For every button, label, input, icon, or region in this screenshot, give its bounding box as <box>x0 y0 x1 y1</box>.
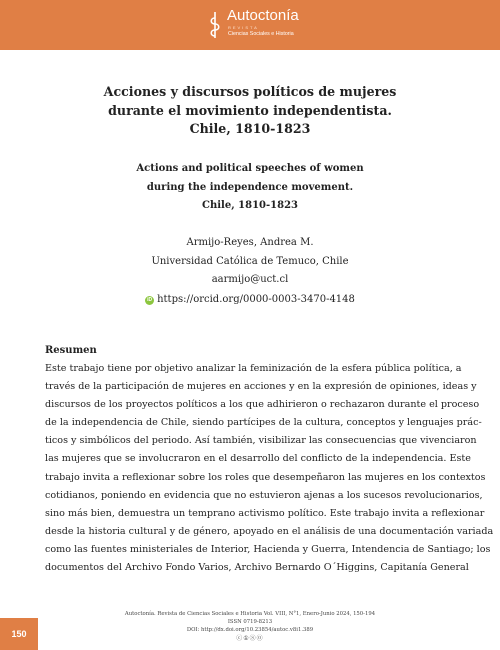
abstract-line: de la independencia de Chile, siendo partícipes de la cultura, conceptos y lenguajes prác- <box>45 417 482 429</box>
journal-header-band <box>0 0 500 50</box>
author-affiliation: Universidad Católica de Temuco, Chile <box>151 255 349 267</box>
page-number: 150 <box>11 629 27 639</box>
orcid-icon: iD <box>147 296 153 303</box>
orcid-line <box>145 291 355 310</box>
author-name: Armijo-Reyes, Andrea M. <box>186 237 314 248</box>
journal-logo <box>207 7 347 43</box>
creative-commons-license-icon: ⓒ①Ⓢ⓪ <box>236 634 264 642</box>
footer-doi[interactable]: DOI: http://dx.doi.org/10.23854/autoc.v8i1.389 <box>186 627 314 634</box>
journal-logo-icon <box>207 10 223 40</box>
page-footer <box>0 610 500 643</box>
abstract-line: discursos de los proyectos políticos a los que adhirieron o rechazaron durante el proceso <box>45 399 480 411</box>
abstract-line: como las fuentes ministeriales de Interior, Hacienda y Guerra, Intendencia de Santiago; los <box>45 543 491 555</box>
abstract-heading: Resumen <box>45 345 97 356</box>
footer-citation: Autoctonía. Revista de Ciencias Sociales e Historia Vol. VIII, N°1, Enero-Junio 2024, 150-194 <box>124 611 376 617</box>
title-es-line: Chile, 1810-1823 <box>189 121 311 136</box>
abstract-line: documentos del Archivo Fondo Varios, Archivo Bernardo O´Higgins, Capitanía General <box>45 562 469 574</box>
article-title-english <box>0 160 500 216</box>
title-en-line: Chile, 1810-1823 <box>202 200 298 211</box>
title-es-line: Acciones y discursos políticos de mujeres <box>103 84 397 99</box>
journal-subtitle: Ciencias Sociales e Historia <box>228 31 294 37</box>
journal-revista-label: REVISTA <box>228 25 259 30</box>
title-en-line: Actions and political speeches of women <box>136 163 364 174</box>
author-block <box>0 234 500 309</box>
abstract-line: través de la participación de mujeres en acciones y en la expresión de opiniones, ideas y <box>45 381 477 393</box>
abstract-line: cotidianos, poniendo en evidencia que no estuvieron ajenas a los sucesos revolucionarios, <box>45 489 483 501</box>
title-en-line: during the independence movement. <box>146 181 354 193</box>
abstract-line: ticos y simbólicos del periodo. Así también, visibilizar las consecuencias que vivenciaron <box>45 435 477 447</box>
abstract-line: sino más bien, demuestra un temprano activismo político. Este trabajo invita a reflexionar <box>45 507 485 519</box>
abstract-line: trabajo invita a reflexionar sobre los roles que desempeñaron las mujeres en los contextos <box>45 471 486 483</box>
author-email[interactable]: aarmijo@uct.cl <box>211 274 289 285</box>
title-es-line: durante el movimiento independentista. <box>108 102 392 118</box>
journal-name: Autoctonía <box>227 7 299 24</box>
article-title-spanish <box>0 83 500 139</box>
abstract-line: Este trabajo tiene por objetivo analizar la feminización de la esfera pública política, a <box>45 363 462 374</box>
orcid-link[interactable]: https://orcid.org/0000-0003-3470-4148 <box>157 293 355 305</box>
abstract-line: desde la historia cultural y de género, apoyado en el análisis de una documentación variada <box>45 525 494 537</box>
footer-issn: ISSN 0719-8213 <box>227 619 273 626</box>
abstract-line: las mujeres que se involucraron en el desarrollo del conflicto de la independencia. Este <box>45 453 471 465</box>
abstract-body <box>45 360 494 577</box>
